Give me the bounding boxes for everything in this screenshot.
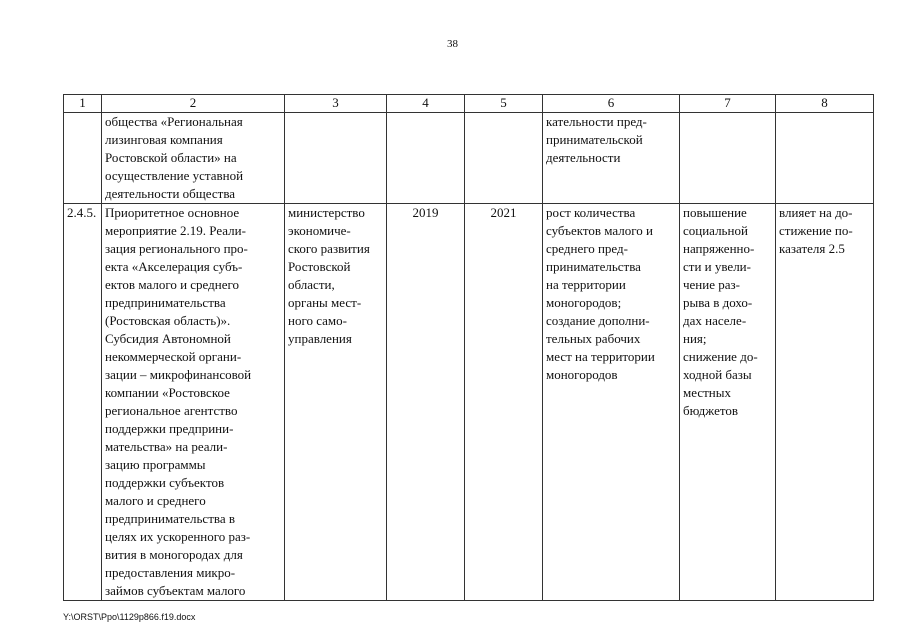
- page-number: 38: [447, 38, 458, 50]
- start-year-cell: 2019: [387, 204, 465, 601]
- measure-name-cell: Приоритетное основное мероприятие 2.19. Реали- зация регионального про- екта «Акселерация субъ- ектов малого и среднего предпринимательства (Ростовская область)». Субсидия Автономной некоммерческой органи- зации – микрофинансовой компании «Ростовское региональное агентство поддержки предприни- мательства» на реали- зацию программы поддержки субъектов малого и среднего предпринимательства в целях их ускоренного раз- вития в моногородах для предоставления микро- займов субъектам малого: [102, 204, 285, 601]
- table-row: [64, 204, 874, 601]
- executor-cell: [285, 113, 387, 204]
- measures-table: [63, 94, 874, 601]
- footer-file-path: Y:\ORST\Ppo\1129p866.f19.docx: [63, 612, 196, 622]
- end-year-cell: 2021: [465, 204, 543, 601]
- consequences-cell: повышение социальной напряженно- сти и увели- чение раз- рыва в дохо- дах населе- ния; снижение до- ходной базы местных бюджетов: [680, 204, 776, 601]
- row-number-cell: [64, 113, 102, 204]
- table-row: [64, 113, 874, 204]
- indicator-link-cell: влияет на до- стижение по- казателя 2.5: [776, 204, 874, 601]
- col-header-6: 6: [543, 95, 680, 113]
- col-header-7: 7: [680, 95, 776, 113]
- measure-name-cell: общества «Региональная лизинговая компания Ростовской области» на осуществление уставной деятельности общества: [102, 113, 285, 204]
- header-row: [64, 95, 874, 113]
- col-header-5: 5: [465, 95, 543, 113]
- row-number-cell: 2.4.5.: [64, 204, 102, 601]
- end-year-cell: [465, 113, 543, 204]
- executor-cell: министерство экономиче- ского развития Ростовской области, органы мест- ного само- управления: [285, 204, 387, 601]
- consequences-cell: [680, 113, 776, 204]
- indicator-link-cell: [776, 113, 874, 204]
- col-header-2: 2: [102, 95, 285, 113]
- col-header-3: 3: [285, 95, 387, 113]
- expected-result-cell: рост количества субъектов малого и среднего пред- принимательства на территории моногородов; создание дополни- тельных рабочих мест на территории моногородов: [543, 204, 680, 601]
- col-header-8: 8: [776, 95, 874, 113]
- col-header-4: 4: [387, 95, 465, 113]
- expected-result-cell: кательности пред- принимательской деятельности: [543, 113, 680, 204]
- start-year-cell: [387, 113, 465, 204]
- col-header-1: 1: [64, 95, 102, 113]
